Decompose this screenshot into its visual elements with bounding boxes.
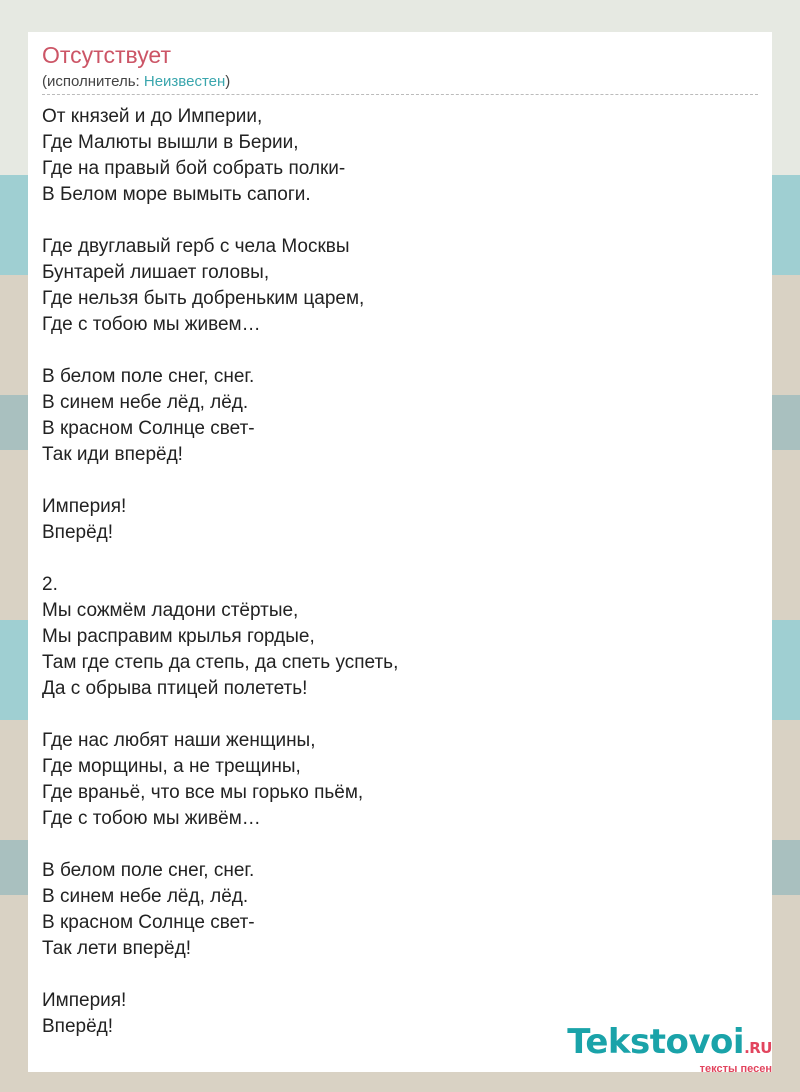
lyric-line: Где морщины, а не трещины, (42, 756, 301, 777)
lyric-line (42, 468, 758, 494)
lyric-line: Где двуглавый герб с чела Москвы (42, 236, 350, 257)
lyric-line: Вперёд! (42, 1016, 114, 1037)
logo-wordmark (567, 1024, 772, 1066)
header-divider (42, 94, 758, 95)
lyric-line: В Белом море вымыть сапоги. (42, 184, 311, 205)
lyric-line: Так лети вперёд! (42, 938, 191, 959)
lyrics-text (42, 104, 758, 1040)
lyric-line: В белом поле снег, снег. (42, 860, 255, 881)
lyric-line: Где на правый бой собрать полки- (42, 158, 346, 179)
lyric-line: Мы расправим крылья гордые, (42, 626, 315, 647)
lyric-line: Мы сожмём ладони стёртые, (42, 600, 299, 621)
lyric-line: Империя! (42, 496, 127, 517)
lyric-line: В красном Солнце свет- (42, 912, 255, 933)
lyric-line: Где нельзя быть добреньким царем, (42, 288, 365, 309)
lyric-line (42, 832, 758, 858)
lyric-line: Где с тобою мы живем… (42, 314, 261, 335)
logo-main-text: Tekstovoi (567, 1022, 745, 1062)
song-title: Отсутствует (42, 42, 171, 68)
lyric-line (42, 962, 758, 988)
artist-prefix: (исполнитель: (42, 73, 144, 90)
lyric-line: От князей и до Империи, (42, 106, 263, 127)
artist-line (42, 73, 230, 90)
lyric-line: В красном Солнце свет- (42, 418, 255, 439)
logo-tagline: тексты песен (699, 1063, 772, 1075)
lyric-line (42, 338, 758, 364)
lyric-line: Так иди вперёд! (42, 444, 183, 465)
lyric-line: Там где степь да степь, да спеть успеть, (42, 652, 399, 673)
lyric-line: Где враньё, что все мы горько пьём, (42, 782, 364, 803)
lyric-line (42, 546, 758, 572)
lyric-line: Где нас любят наши женщины, (42, 730, 316, 751)
lyric-line: В белом поле снег, снег. (42, 366, 255, 387)
lyric-line: 2. (42, 574, 58, 595)
lyric-line: Вперёд! (42, 522, 114, 543)
lyric-line: Где с тобою мы живём… (42, 808, 261, 829)
site-logo[interactable] (567, 1024, 772, 1075)
lyrics-card (28, 32, 772, 1072)
lyric-line: Где Малюты вышли в Берии, (42, 132, 299, 153)
lyric-line (42, 208, 758, 234)
lyric-line (42, 702, 758, 728)
artist-link[interactable]: Неизвестен (143, 73, 226, 90)
lyric-line: В синем небе лёд, лёд. (42, 886, 249, 907)
logo-domain-suffix: .RU (744, 1039, 772, 1057)
lyric-line: Да с обрыва птицей полететь! (42, 678, 308, 699)
lyric-line: Империя! (42, 990, 127, 1011)
lyric-line: В синем небе лёд, лёд. (42, 392, 249, 413)
artist-suffix: ) (225, 73, 231, 90)
lyric-line: Бунтарей лишает головы, (42, 262, 270, 283)
